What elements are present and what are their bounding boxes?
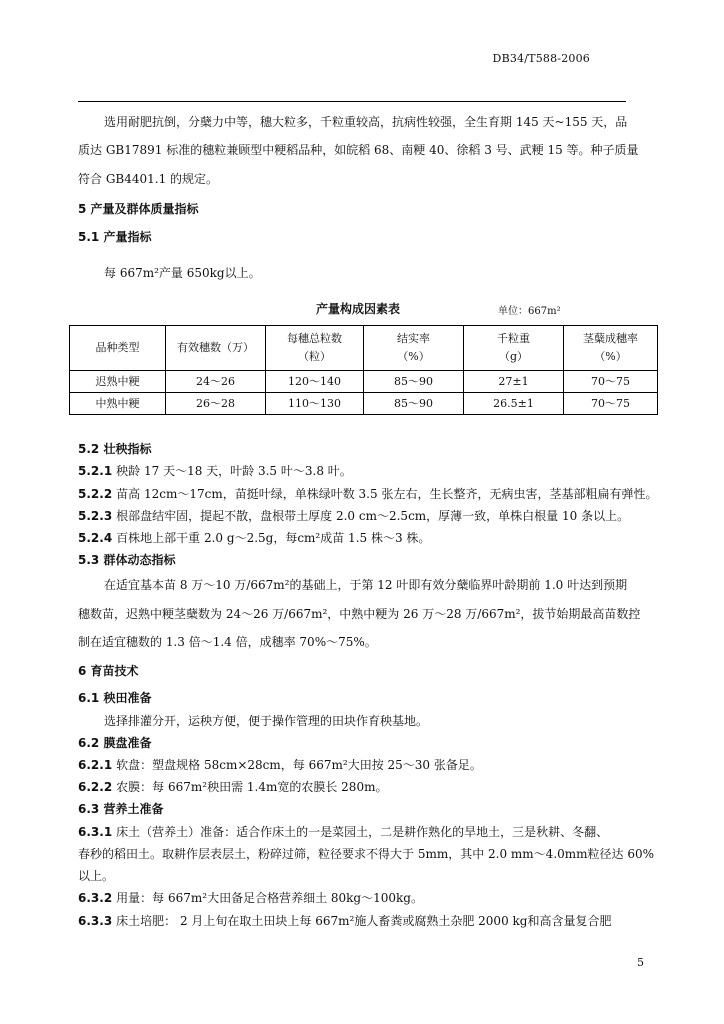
- item-6-3-1: 6.3.1 床土（营养土）准备：适合作床土的一是菜园土，二是耕作熟化的旱地土，三是秋耕、冬翻、: [78, 825, 609, 839]
- page-number: 5: [637, 956, 644, 969]
- intro-line-2: 质达 GB17891 标准的穗粒兼顾型中粳稻品种，如皖稻 68、南粳 40、徐稻 3 号、武粳 15 等。种子质量: [78, 143, 639, 157]
- header-cell: 每穗总粒数 （粒）: [266, 326, 364, 371]
- table-cell: 27±1: [464, 371, 564, 393]
- table-cell: 26.5±1: [464, 393, 564, 415]
- item-6-3-1-line-3: 以上。: [78, 869, 115, 883]
- table-cell: 24～26: [166, 371, 266, 393]
- item-5-2-4: 5.2.4 百株地上部干重 2.0 g～2.5g，每cm²成苗 1.5 株～3 株。: [78, 531, 431, 545]
- header-cell: 千粒重 （g）: [464, 326, 564, 371]
- section-6-2-title: 6.2 膜盘准备: [78, 736, 152, 750]
- section-6-title: 6 育苗技术: [78, 664, 139, 678]
- item-6-3-3: 6.3.3 床土培肥： 2 月上旬在取土田块上每 667m²施人畜粪或腐熟土杂肥 2000 kg和高含量复合肥: [78, 914, 612, 928]
- table-cell: 110～130: [266, 393, 364, 415]
- header-cell: 有效穗数（万）: [166, 326, 266, 371]
- table-title: 产量构成因素表: [316, 302, 401, 316]
- table-unit: 单位：667m²: [498, 306, 561, 317]
- header-cell: 结实率 （%）: [364, 326, 464, 371]
- section-6-1-title: 6.1 秧田准备: [78, 691, 152, 705]
- yield-target-text: 每 667m²产量 650kg以上。: [104, 266, 261, 280]
- document-id: DB34/T588-2006: [492, 52, 590, 65]
- table-cell: 70～75: [564, 371, 658, 393]
- header-rule: [78, 101, 626, 102]
- item-6-3-2: 6.3.2 用量：每 667m²大田备足合格营养细土 80kg～100kg。: [78, 891, 423, 905]
- table-row: [70, 371, 658, 393]
- table-header-row: [70, 326, 658, 371]
- section-5-title: 5 产量及群体质量指标: [78, 202, 199, 216]
- item-6-2-2: 6.2.2 农膜：每 667m²秧田需 1.4m宽的农膜长 280m。: [78, 780, 388, 794]
- table-cell: 中熟中粳: [70, 393, 166, 415]
- table-row: [70, 393, 658, 415]
- header-cell: 茎蘖成穗率 （%）: [564, 326, 658, 371]
- item-6-2-1: 6.2.1 软盘：塑盘规格 58cm×28cm，每 667m²大田按 25～30 张备足。: [78, 758, 482, 772]
- table-cell: 120～140: [266, 371, 364, 393]
- item-5-2-1: 5.2.1 秧龄 17 天～18 天，叶龄 3.5 叶～3.8 叶。: [78, 464, 352, 478]
- table-cell: 26～28: [166, 393, 266, 415]
- section-6-3-title: 6.3 营养土准备: [78, 802, 164, 816]
- table-cell: 70～75: [564, 393, 658, 415]
- section-5-3-line-2: 穗数苗，迟熟中粳茎蘖数为 24～26 万/667m²，中熟中粳为 26 万～28 万/667m²，拔节始期最高苗数控: [78, 607, 641, 621]
- table-cell: 85～90: [364, 393, 464, 415]
- yield-components-table: [69, 325, 658, 415]
- section-5-3-line-3: 制在适宜穗数的 1.3 倍～1.4 倍，成穗率 70%～75%。: [78, 635, 377, 649]
- table-cell: 迟熟中粳: [70, 371, 166, 393]
- section-6-1-text: 选择排灌分开，运秧方便，便于操作管理的田块作育秧基地。: [104, 714, 429, 728]
- header-cell: 品种类型: [70, 326, 166, 371]
- section-5-3-line-1: 在适宜基本苗 8 万～10 万/667m²的基础上，于第 12 叶即有效分蘖临界叶龄期前 1.0 叶达到预期: [104, 578, 628, 592]
- section-5-2-title: 5.2 壮秧指标: [78, 442, 152, 456]
- item-5-2-3: 5.2.3 根部盘结牢固，提起不散，盘根带土厚度 2.0 cm～2.5cm，厚薄一致，单株白根量 10 条以上。: [78, 509, 630, 523]
- intro-line-3: 符合 GB4401.1 的规定。: [78, 172, 219, 186]
- item-5-2-2: 5.2.2 苗高 12cm～17cm，苗挺叶绿，单株绿叶数 3.5 张左右，生长整齐，无病虫害，茎基部粗扁有弹性。: [78, 487, 658, 501]
- intro-line-1: 选用耐肥抗倒，分蘖力中等，穗大粒多，千粒重较高，抗病性较强，全生育期 145 天~155 天，品: [104, 115, 628, 129]
- section-5-1-title: 5.1 产量指标: [78, 230, 152, 244]
- item-6-3-1-line-2: 春秒的稻田土。取耕作层表层土，粉碎过筛，粒径要求不得大于 5mm，其中 2.0 mm～4.0mm粒径达 60%: [78, 847, 655, 861]
- table-cell: 85～90: [364, 371, 464, 393]
- section-5-3-title: 5.3 群体动态指标: [78, 553, 176, 567]
